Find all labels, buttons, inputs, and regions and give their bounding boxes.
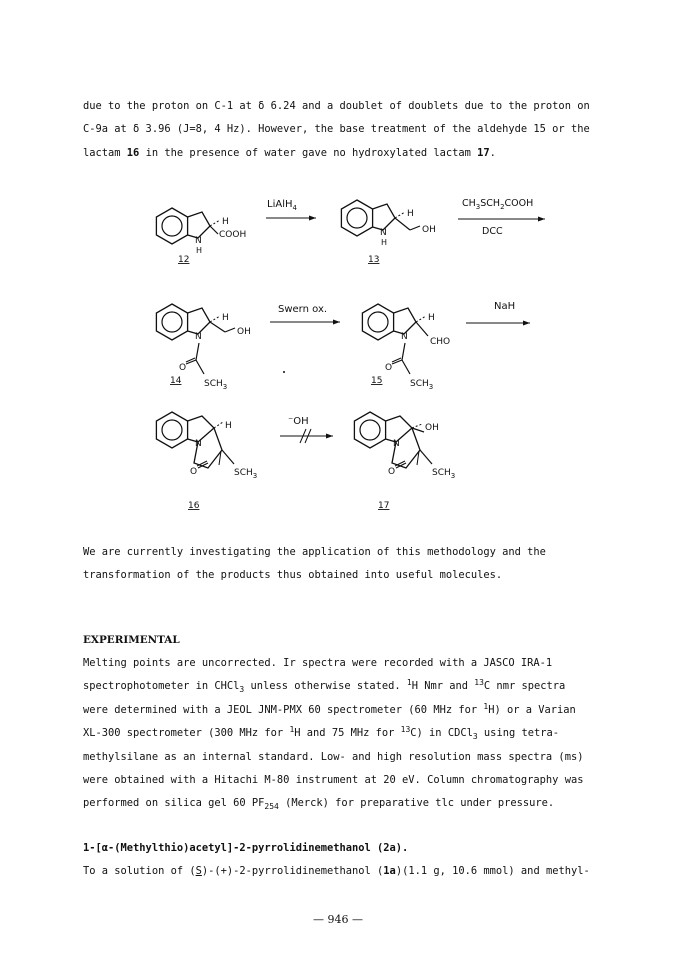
reagent-nah: NaH — [494, 301, 516, 312]
compound-12-label: 12 — [178, 255, 190, 265]
sch3-group: $SCH_3$ — [410, 379, 434, 391]
sch3-group: $SCH_3$ — [204, 379, 228, 391]
conclusion-line-1: We are currently investigating the application of this methodology and the — [83, 546, 546, 558]
svg-text:N: N — [195, 439, 202, 449]
svg-text:H: H — [196, 246, 203, 255]
svg-text:CHO: CHO — [430, 337, 451, 347]
reagent-hydroxide: ⁻OH — [288, 416, 309, 427]
compound-14-label: 14 — [170, 376, 182, 386]
experimental-line-7: performed on silica gel 60 $PF_{254}$ (Merck) for preparative tlc under pressure. — [83, 797, 555, 812]
page-number: — 946 — — [313, 913, 363, 926]
compound-17-structure — [354, 412, 455, 480]
svg-text:N: N — [195, 332, 202, 342]
compound-13-structure — [341, 200, 435, 247]
svg-text:N: N — [380, 228, 387, 238]
intro-line-3: lactam 16 in the presence of water gave no hydroxylated lactam 17. — [83, 146, 496, 159]
svg-text:N: N — [401, 332, 408, 342]
compound-15-label: 15 — [371, 376, 383, 386]
svg-text:N: N — [393, 439, 400, 449]
experimental-line-3: were determined with a JEOL JNM-PMX 60 spectrometer (60 MHz for $^1$H) or a Varian — [83, 701, 576, 716]
compound-13-label: 13 — [368, 255, 380, 265]
compound-procedure — [83, 860, 633, 883]
reagent-swern: Swern ox. — [278, 304, 328, 315]
svg-text:H: H — [428, 313, 435, 323]
svg-text:OH: OH — [425, 423, 439, 433]
experimental-paragraph — [83, 652, 633, 816]
svg-text:OH: OH — [237, 327, 251, 337]
svg-text:N: N — [195, 236, 202, 246]
experimental-line-6: were obtained with a Hitachi M-80 instrument at 20 eV. Column chromatography was — [83, 774, 584, 787]
svg-text:H: H — [225, 421, 232, 431]
svg-text:H: H — [407, 209, 414, 219]
svg-text:O: O — [179, 363, 187, 373]
reagent-acid: $CH_3SCH_2COOH$ — [462, 198, 534, 211]
experimental-line-2: spectrophotometer in CHCl$_3$ unless otherwise stated. $^1$H Nmr and $^{13}$C nmr spectra — [83, 678, 566, 695]
svg-text:H: H — [222, 217, 229, 227]
compound-17-label: 17 — [378, 501, 390, 511]
conclusion-line-2: transformation of the products thus obtained into useful molecules. — [83, 569, 503, 582]
conclusion-paragraph — [83, 541, 633, 588]
compound-16-structure — [156, 412, 257, 480]
svg-text:O: O — [388, 467, 396, 477]
procedure-line-1: To a solution of (S)-(+)-2-pyrrolidinemethanol (1a)(1.1 g, 10.6 mmol) and methyl- — [83, 865, 590, 877]
reagent-lialh4: LiAlH$_4$ — [267, 199, 297, 212]
experimental-heading: EXPERIMENTAL — [83, 634, 180, 646]
experimental-line-1: Melting points are uncorrected. Ir spectra were recorded with a JASCO IRA-1 — [83, 657, 553, 669]
compound-title: 1-[α-(Methylthio)acetyl]-2-pyrrolidinemethanol (2a). — [83, 842, 409, 854]
compound-12-structure — [156, 208, 246, 255]
reagent-dcc: DCC — [482, 226, 503, 237]
sch3-group: $SCH_3$ — [432, 468, 456, 480]
compound-16-label: 16 — [188, 501, 200, 511]
svg-text:OH: OH — [422, 225, 436, 235]
intro-line-1: due to the proton on C-1 at δ 6.24 and a doublet of doublets due to the proton on — [83, 100, 590, 112]
svg-text:COOH: COOH — [219, 230, 247, 240]
intro-line-2: C-9a at δ 3.96 (J=8, 4 Hz). However, the base treatment of the aldehyde 15 or the — [83, 123, 590, 136]
svg-text:O: O — [190, 467, 198, 477]
svg-text:H: H — [381, 238, 388, 247]
svg-text:O: O — [385, 363, 393, 373]
svg-text:H: H — [222, 313, 229, 323]
experimental-line-5: methylsilane as an internal standard. Low- and high resolution mass spectra (ms) — [83, 750, 584, 763]
sch3-group: $SCH_3$ — [234, 468, 258, 480]
experimental-line-4: XL-300 spectrometer (300 MHz for $^1$H and 75 MHz for $^{13}$C) in CDCl$_3$ using tetra- — [83, 725, 559, 742]
